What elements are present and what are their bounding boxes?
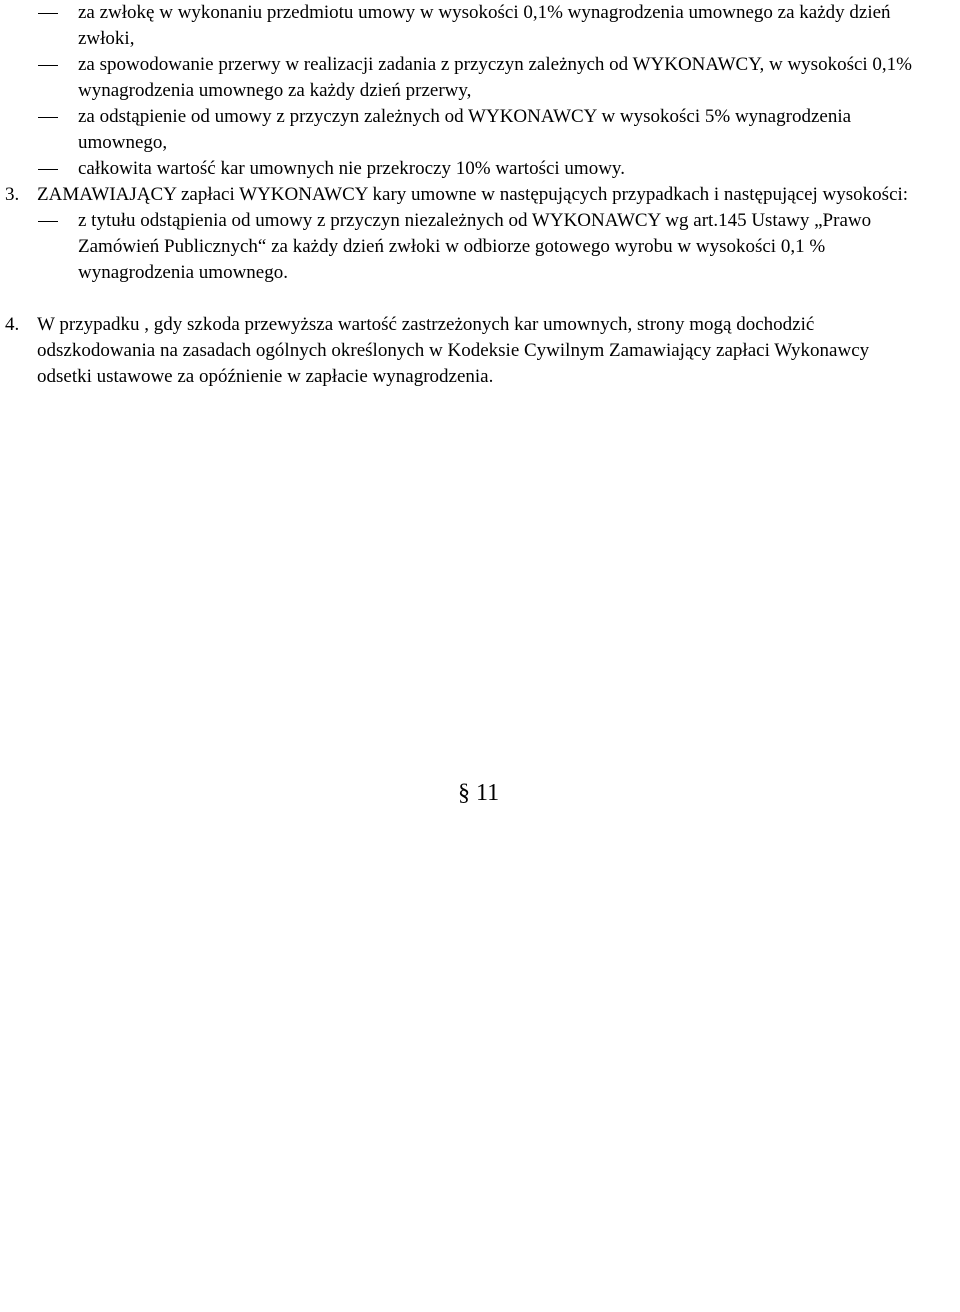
clause-number: 3. (5, 184, 20, 205)
list-item (0, 0, 928, 52)
list-item-text: za spowodowanie przerwy w realizacji zadania z przyczyn zależnych od WYKONAWCY, w wysokości 0,1% wynagrodzenia umownego za każdy dzień przerwy, (78, 54, 913, 101)
section-11-heading: § 11 (458, 780, 500, 806)
dash-bullet (38, 221, 58, 222)
list-item (5, 208, 898, 286)
dash-bullet (38, 117, 58, 118)
clause-3 (5, 182, 927, 286)
list-item (0, 156, 928, 182)
list-item-text: za zwłokę w wykonaniu przedmiotu umowy w wysokości 0,1% wynagrodzenia umownego za każdy dzień zwłoki, (78, 2, 891, 49)
clause-4 (5, 312, 927, 390)
clause-3-list (5, 208, 927, 286)
dash-bullet (38, 169, 58, 170)
list-item-text: z tytułu odstąpienia od umowy z przyczyn niezależnych od WYKONAWCY wg art.145 Ustawy „Prawo Zamówień Publicznych“ za każdy dzień zwłoki w odbiorze gotowego wyrobu w wysokości 0,1 % wynagrodzenia umownego. (78, 210, 872, 283)
list-item-text: całkowita wartość kar umownych nie przekroczy 10% wartości umowy. (78, 158, 625, 179)
list-item (0, 104, 928, 156)
clause-number: 4. (5, 314, 20, 335)
clause-text: W przypadku , gdy szkoda przewyższa wartość zastrzeżonych kar umownych, strony mogą dochodzić odszkodowania na zasadach ogólnych określonych w Kodeksie Cywilnym Zamawiający zapłaci Wykonawcy odsetki ustawowe za opóźnienie w zapłacie wynagrodzenia. (37, 314, 870, 387)
clause-text: ZAMAWIAJĄCY zapłaci WYKONAWCY kary umowne w następujących przypadkach i następującej wysokości: (37, 184, 909, 205)
list-item (0, 52, 928, 104)
list-item-text: za odstąpienie od umowy z przyczyn zależnych od WYKONAWCY w wysokości 5% wynagrodzenia umownego, (78, 106, 852, 153)
penalty-list (0, 0, 960, 182)
dash-bullet (38, 65, 58, 66)
dash-bullet (38, 13, 58, 14)
